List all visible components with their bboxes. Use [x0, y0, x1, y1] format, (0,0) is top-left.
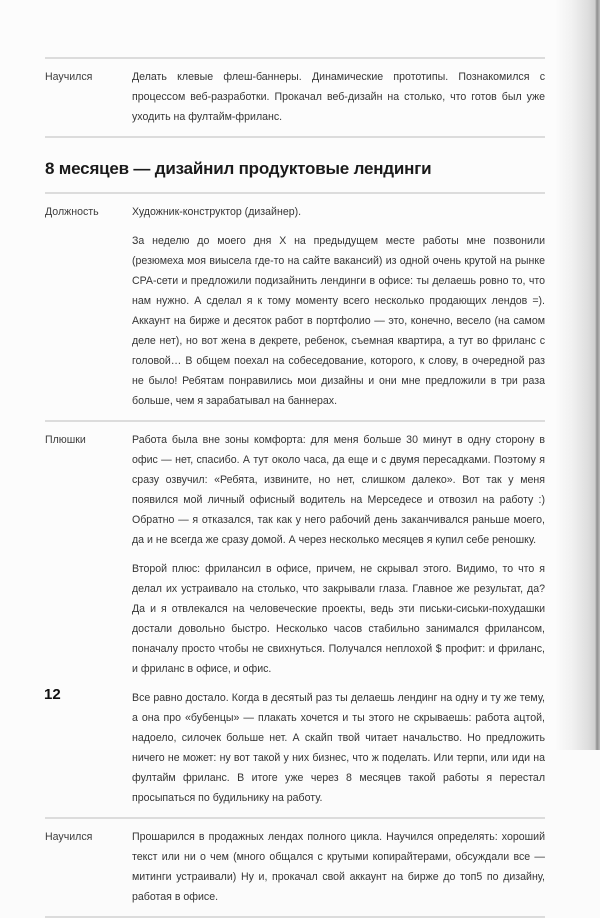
- position-row: [45, 194, 545, 420]
- perks-body: [132, 430, 545, 808]
- learned-row: [45, 819, 545, 916]
- perks-paragraph: Второй плюс: фрилансил в офисе, причем, не скрывал этого. Видимо, то что я делал их устраивало на столько, что закрывали глаза. Главное же результат, да? Да и я отвлекался на человеческие проекты, ведь эти письки-сиськи-похудашки достали довольно быстро. Несколько часов стабильно занимался фрилансом, поначалу просто чтобы не свихнуться. Получался неплохой $ профит: и фриланс, и фриланс в офисе, и офис.: [132, 563, 545, 675]
- perks-paragraph: Все равно достало. Когда в десятый раз ты делаешь лендинг на одну и ту же тему, а она про «бубенцы» — плакать хочется и ты этого не скрываешь: работа ацтой, надоело, силочек больше нет. А скайп твой читает начальство. Но предложить ничего не может: ну вот такой у них бизнес, что ж поделать. Или терпи, или иди на фултайм фриланс. В итоге уже через 8 месяцев такой работы я перестал просыпаться по будильнику на работу.: [132, 692, 545, 804]
- learned-label: Научился: [45, 71, 93, 83]
- position-label: Должность: [45, 206, 99, 218]
- section-heading: 8 месяцев — дизайнил продуктовые лендинги: [45, 159, 432, 178]
- position-paragraph: За неделю до моего дня Х на предыдущем месте работы мне позвонили (резюмеха моя виысела где-то на сайте вакансий) из одной очень крутой на рынке CPA-сети и предложили подизайнить лендинги в офисе: ты делаешь ровно то, что нам нужно. А сделал я к тому моменту всего несколько продающих лендов =). Аккаунт на бирже и десяток работ в портфолио — это, конечно, весело (на самом деле нет), но вот жена в декрете, ребенок, съемная квартира, а тут во фриланс с головой… В общем поехал на собеседование, которого, к слову, в очередной раз не было! Ребятам понравились мои дизайны и они мне предложили в три раза больше, чем я зарабатывал на баннерах.: [132, 235, 545, 407]
- learned-body: [132, 827, 545, 907]
- learned-body: [132, 67, 545, 127]
- position-body: [132, 202, 545, 411]
- page-content: [45, 57, 545, 918]
- perks-label: Плюшки: [45, 434, 86, 446]
- perks-row: [45, 422, 545, 817]
- page-number: 12: [44, 686, 61, 703]
- perks-paragraph: Работа была вне зоны комфорта: для меня больше 30 минут в одну сторону в офис — нет, спасибо. А тут около часа, да еще и с двумя пересадками. Поэтому я сразу озвучил: «Ребята, извините, но нет, слишком далеко». Вот так у меня появился мой личный офисный водитель на Мерседесе и отвозил на работу :) Обратно — я отказался, так как у него рабочий день заканчивался раньше моего, да и не всегда же сразу домой. А через несколько месяцев я купил себе реношку.: [132, 434, 545, 546]
- learned-label: Научился: [45, 831, 93, 843]
- learned-text: Делать клевые флеш-баннеры. Динамические прототипы. Познакомился с процессом веб-разработки. Прокачал веб-дизайн на столько, что готов был уже уходить на фултайм-фриланс.: [132, 71, 545, 123]
- divider: [45, 136, 545, 138]
- position-paragraph: Художник-конструктор (дизайнер).: [132, 206, 302, 218]
- learned-row-previous: [45, 59, 545, 136]
- learned-text: Прошарился в продажных лендах полного цикла. Научился определять: хороший текст или ни о чем (много общался с крутыми копирайтерами, обсуждали все — митинги устраивали) Ну и, прокачал свой аккаунт на бирже до топ5 по дизайну, работая в офисе.: [132, 831, 545, 903]
